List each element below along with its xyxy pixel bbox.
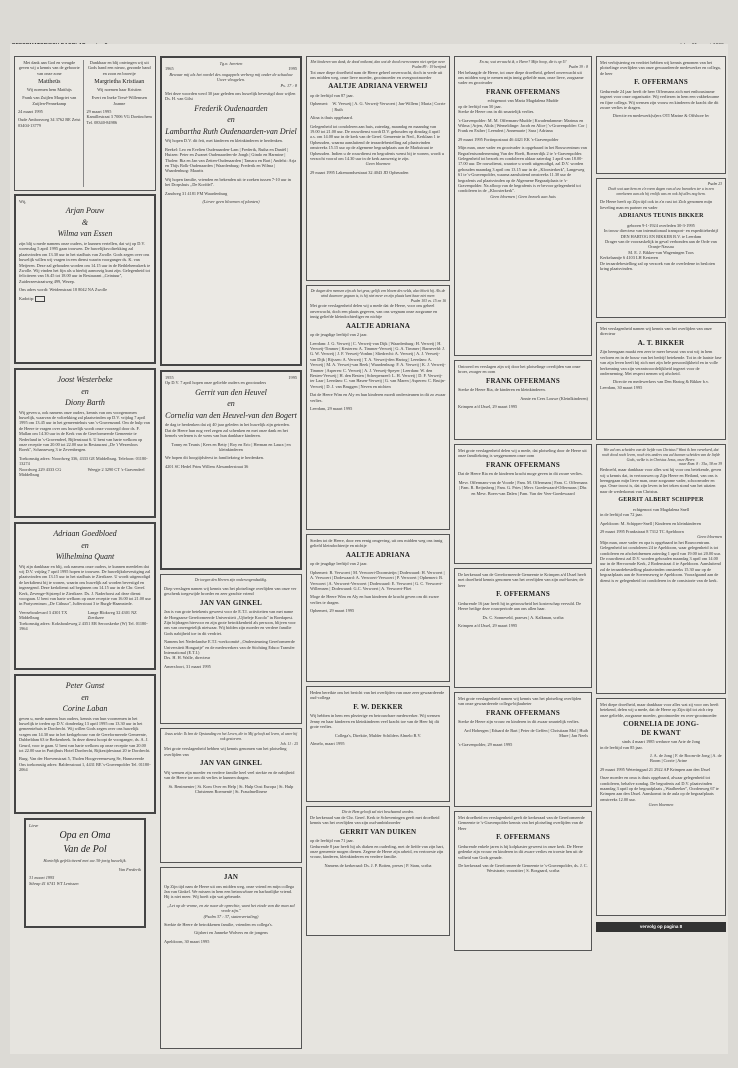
off3-fam: Mevr. Offermans-van de Voorde | Fam. M. Offermans | Fam. C. Offermans | Fam. R. Reijnsberg | Fam. G. Pries | Mevr. Goedewaard-Offermans | Dhr. en Mevr. Boers-van Dalen | Fam. Van der Veer-Goedewaard [458,479,588,496]
duiken-name: GERRIT VAN DUIKEN [339,827,417,836]
obituary-ginkel-eti [160,574,302,724]
dejong-body2: Onze moeder en oma is thuis opgebaard, alwaar gelegenheid tot condoleren, behalve zondag. De begrafenis zal D.V. plaatsvinden maandag 3 april op de begraafplaats ,,Waalbeeker'', Oordenweg 67 te Krimpen aan den IJssel. Aanskomst in de aula op de begraafplaats omstreeks 12.00 uur. [600,775,719,802]
schipper-fam: Apeldoorn: M. Schipper-Snell | Kinderen en kleinkinderen [600,520,701,526]
bikker1-ref: Psalm 23 [707,182,722,186]
birth-right-name: Margrietha Kristiaan [94,79,145,86]
wedding-ad-pouw [14,194,156,364]
bikker2-name: A. T. BIKKER [637,338,685,347]
aaltje1-ref: Psalm 103 vs. 15 en 16 [410,298,446,303]
wedding-westerbeke-body: Wij geven u, ook namens onze ouders, kennis van ons voorgenomen huwelijk, waarvan de voltrekking zal plaatsvinden op D.V. vrijdag 7 april 1995 om 13.45 uur in het gemeentehuis van 's-Gravenzand. Om de hulp van de Heere te vragen over ons huwelijk wordt onze voorzegd door ds. F. Mallan om 14.30 uur in de Kerk van de Gereformeerde Gemeente te Nederland in 's-Gravendeel, Bijlenstraat 6. U bent van harte welkom op onze receptie van 20.00 tot 22.00 uur in Restaurant ,,De 't Wezenloos Boerk'', Schanseweg 3 te Zevenbergen. [19,409,150,453]
birth-right-intro: Dankbaar en blij ontvingen wij uit Gods hand een nieuw, gezonde band en zoon en broertje [87,60,151,76]
schipper-name: GERRIT ALBERT SCHIPPER [618,497,704,504]
column-1 [14,56,156,1050]
ginkel2-ref: Joh. 11 : 25 [280,741,298,746]
envelope-icon [35,296,45,302]
aaltje2-fam: Ophemert: B. Verwoert | M. Verwoert-Doornsteijn | Dodewaard: H. Verwoert | A. Verwoert | Dodewaard: A. Verwoert-Verwoert | P. Verwoert | Ophemert: B. Verwoert | A. Verwoert-Verwoert | Dodewaard: E. Verwoert | G. C. Verwoert-Willemsen | Dodewaard: G.C. Verwoert | A. Verwoert-Fliet [310,569,445,591]
off6-name: F. OFFERMANS [496,833,550,842]
wedding-pouw-name1: Arjan Pouw [65,206,105,216]
oud-en: en [227,115,235,125]
off1-body3: Mijn man, onze vader en grootvader is opgebaard in het Rouwcentrum van Begrafenisonderneming Van der Hoeft, Boezerdijk 2 te 's-Gravenpolder. Gelegenheid tot bezoek en condoleren aldaar zaterdag 1 april van 18.00-17.00 uur. De rouwdienst, waartoe u wordt uitgenodigd, zal D.V. worden gehouden maandag 3 april om 13.15 uur in de ,,Kloosterkerk'', Langeweg 61 te 's-Gravenpolder, waarna aansluitend omstreeks 11.30 uur de begrafenis zal plaatsvinden op de Algemene Begraafplaats te 's-Gravenpolder. Na afloop van de begrafenis is er bevoor gelegenheid tot condoleren in de ,,Kloosterkerk''. [458,145,587,194]
ginkel2-body: Met grote verslagenheid hebben wij kennis genomen van het plotseling overlijden van [164,746,287,757]
bikker1-verse: Doch wat aan hem en z'n roem dagen van al uw bezoeken ter u in een onrekenen aan als hij vrolijk was en ook bij alles nog hem. [608,186,714,196]
ginkel1-top: De toegen den Heeren zijn onderwogendzaldig. [194,578,268,582]
off1-addr: 29 maart 1995 Fortinpostraat 46 4421 EK 's-Gravenpolder [458,136,559,142]
oud-address: Zandweg 31 4181 FM Waardenburg [165,190,228,196]
dekker-place: Almelo, maart 1995 [310,740,345,746]
verweij1-verse: Met kinderen van dank, de dood ontkomt, dan wat de dood overwonnen niet oprijze neer. [310,60,446,64]
oud-reception: Wij hopen familie, vrienden en bekenden uit te zoeken tussen 7-10 uur in het Dorpshuis ,,De Korfdel''. [165,176,291,188]
bikker1-dates: geboren 9-1-1924 overleden 30-3-1995 [627,222,695,228]
heuvel-kids: Tonny en Teunis | Kees en Betty | Roy en Eric | Herman en Laura | en kleinkinderen [171,441,291,452]
wedding-westerbeke-addr1: Toekomstig adres: Noordweg 336, 4333 GE Middelburg. Telefoon: 01180-13274 [19,455,148,467]
dejong-addr: 29 maart 1995 Weteringpad 21 2922 AP Krimpen aan den IJssel [600,766,711,772]
dejong-name1: CORNELIA DE JONG- [623,720,699,729]
bikker1-body4: De teraardebestelling zal op verzoek van de overledene in besloten kring plaatsvinden. [600,260,715,271]
obituary-schipper [596,444,726,694]
aaltje1-fam: Leerdam: J. G. Verweij | C. Verweij-van Dijk | Waardenburg: H. Verweij | H. Verweij-Timmer | Kesteren: A. Timmer-Verweij | G. A. Timmer | Barneveld: J. G. W. Verweij | J. F. Verweij-Vonhm | Sliedrecht: A. Verweij | A. J. Verweij-van Dijk | Rijssen: A. Verweij | T. A. Verweij-den Hartog | Leerdam: A. Verweij | M. A. Verweij-van Beek | Waardenburg: F. A. Verweij | K. J. Verweij-Timmer | Asperen: C. Verweij | A. J. Verweij-Speyer | Leerdam: W. den Besten-Verweij | H. den Besten | Scherpenzeel: L. H. Verweij | D. F. Verweij-ter Laar | Leerdam: C. van Hasen-Verweij | G. van Maren | Asperen: C. Bruijn-Verweij | D. J. van Bruggen | Neven en nichten [310,340,446,389]
heuvel-name1: Gerrit van den Heuvel [195,387,267,397]
oti-body2: Gedurende 24 jaar heeft de heer Offermans zich met enthousiasme ingezet voor onze organisatie. Wij verliezen in hem een vakbekwame en fijne collega. Wij wensen zijn vrouw en kinderen de kracht die dit zware verlies te dragen. [600,88,720,110]
obituary-offermans-family [454,56,592,356]
oud-verse: Bewaar mij als het oordel des oogappels verberg mij onder de schaduw Uwer vleugelen. [169,71,293,83]
dejong-name2: DE KWANT [641,728,681,737]
off2-sig: Annie en Cees Louwe (Kleinlkinderen) [520,395,588,401]
aaltje1-age: op de jeugdige leeftijd van 2 jaar. [310,332,368,338]
dekker-body: Heden bereikte ons het bericht van het overlijden van onze zeer gewaardeerde oud-collega [310,690,445,701]
bikker2-body2: Zijn heengaan maakt een zeer te meer bewust van wat wij in hem verloren en in de bouw van het bedrijf betekende. Tot in de laatste fase van zijn leven heeft hij zich met zijn hele persoonlijkheid en in volle herkenning van zijn verantwoordelijkheid ingezet voor de onderneming. Met respect nemen wij afscheid. [600,349,722,376]
birth-right-date: 29 maart 1995 [86,108,112,114]
oti-name: F. OFFERMANS [634,78,688,87]
heuvel-en: en [227,399,235,409]
birth-left-parents: Frank van Zuijlen Margriet van Zuijlen-Pennekamp [22,95,77,106]
dejong-note: Geen bloemen [648,802,674,808]
birth-right-sub: Wij noemen haar Kristien [97,86,142,92]
off6-body: Met droefheid en verslagenheid geeft de kerkeraad van de Gereformeerde Gemeente te 's-Gravenpolder kennis van het plotseling overlijden van de Heer [458,815,585,831]
wedding-gunst-addr2: Ons toekomstig adres: Baldersstraat 1, 4431 BE 's-Gravenpolder Tel. 01180-2064 [19,761,151,773]
schipper-verse: Wie zal ons scheiden van de liefde van Christus? Want ik ben verzekerd, dat noch dood noch leven, noch iets anders ons zal kunnen scheiden van de liefde Gods, welke is in Christus Jezus, onze Heere. [601,448,721,462]
bikker1-body3: Drager van de voorzaskelijk in geval verbonden aan de Orde van Oranje-Nassau [605,238,717,250]
wedding-pouw-intro: Wij, [19,199,27,204]
wedding-pouw-body: zijn blij u mede namens onze ouders, te kunnen vertellen, dat wij op D.V. woensdag 5 april 1995 gaan trouwen. De huwelijksvoltrekking zal plaatsvinden om 13.30 uur in het stadhuis van Zwolle. Gods zegen over ons huwelijk willen wij vragen in een dienst waarin voorganger ds. K. van Meijeren. Deze zal gehouden worden om 14.15 uur in de Bethlehemskerk te Zwolle. Wij vinden het fijn als u hierbij aanwezig kunt zijn. Gelegenheid tot feliciteren van 16.45 tot 18.00 uur in Restaurant ,,Ceintuur'', Zuiderzeestraatweg 499, Wezep. [19,240,151,284]
ginkel1-sig2: Drs. H. H. Walle, directeur [164,655,211,661]
obituary-ginkel-stichtingen [160,728,302,863]
schipper-age: in de leeftijd van 72 jaar. [600,512,643,518]
column-5 [596,56,726,1050]
verweij1-note: Geen bloemen [365,161,391,167]
ginkel3-name: JAN [223,873,239,881]
obituary-offermans-familiekring [454,444,592,564]
duiken-top: Die in Hem gelooft zal niet beschaamd worden. [341,810,415,814]
verweij1-place: Ophemert: [310,101,329,107]
obituary-dejong [596,698,726,916]
oud-intro: Met deze woorden werd 30 jaar geleden ons huwelijk bevestigd door wijlen Ds. H. van Gilst [165,91,296,102]
wedding-gunst-body: geven u, mede namens hun ouders, kennis van hun voornemen in het huwelijk te treden op D.V. donderdag 13 april 1995 om 13.30 uur in het gemeentehuis te Dordrecht. Wij willen Gods zegen over ons huwelijk vragen om 14.30 uur in het kerkgebouw van de Gereformeerde Gemeente, Dubbeldam 63 te Berkenbeek. In deze dienst hoopt de voorganger, ds. A. J. Geurd, voor te gaan. U bent van harte welkom op onze receptie van 20.00 tot 22.00 uur in Partijhuis Hotel Dordrecht, Rijkezijdestraat 20 te Dordrecht. [19,715,151,753]
oud-year2: 1995 [288,66,297,72]
ginkel3-body: Op Zijn tijd nam de Heere uit ons midden weg, onze vriend en mijn collega Jan van Ginkel. We missen in hem een betrouwbare en harhartlijke vriend. Hij is niet meer. Wij hoeft zijn wat gebeurde. [164,883,294,900]
obituary-offermans-kerkeraad-krimpen [454,568,592,688]
off5-place: 's-Gravenpolder, 29 maart 1995 [458,741,513,747]
wedding-pouw-and: & [81,217,89,227]
off2-place: Krimpen a/d IJssel, 29 maart 1995 [458,404,518,410]
verweij1-body2: Gelegenheid tot condoleren aan huis, zaterdag, maandag en maandag van 19.00 tot 21.00 uur. De rouwdienst wordt D.V. gehouden op dinsdag 4 april a.s. om 14.00 uur in de kerk van de Geref. Gemeente in Ned., Kerklaan 1 te Opheusden, waarna aansluitend de teraardebestelling zal plaatsvinden omstreeks 15.15 uur op de algemene begraafplaats aan de Markstraat te Opheusden. Indien u de rouwdienst en begrafenis wenst bij te wonen, wordt u verzocht vooraf om 14.30 uur in de kerk aanwezig te zijn. [310,123,444,161]
wedding-goedbloed-and: en [81,540,89,550]
dejong-spouse: sinds 4 maart 1985 weduwe van Arie de Jong [621,739,701,745]
off1-body2: Sterke de Heere ons in dit smartelijk verlies. [458,109,535,115]
off1-verse: En nu, wat verwacht ik, o Heere? Mijn hoop, die is op U! [479,60,567,64]
verweij1-body: Tot onze diepe droefheid nam de Heere geheel onverwacht, doch in vrede uit ons midden weg, onze lieve moeder, grootmoeder en overgrootmoeder [310,69,443,80]
wedding-ad-westerbeke [14,368,156,518]
ginkel2-sig: St. Benimenter | St. Kom Over en Help | St. Hulp Oost Europa | St. Hulp Christenen Roemenië | St. Fraudmellinese [168,783,294,794]
wedding-goedbloed-addr3: Toekomstig adres: Koksbouleweg 2 4351 ER Serooskerke (W) Tel. 01180-1964 [19,620,148,631]
birth-left-date: 24 maart 1995 [18,108,43,114]
anniversary-vandenheuvel [160,370,302,570]
oud-ref: Ps. 17 : 8 [280,82,297,88]
verweij1-addr: 29 maart 1995 Lakemondsestraat 32 4043 JD Opheusden [310,169,409,175]
obituary-dekker [306,686,450,802]
off1-fam: 's-Gravenpolder: M. M. Offermans-Mudde | Kwadendamme: Marinus en Wilma | Arjen, Alida | Wemeldinge: Jacob en Alice | 's-Gravenpolder: Cor | Frank en Esther | Leendert | Annemarie | Sara | Adriana [458,117,587,134]
off1-age: op de leeftijd van 50 jaar. [458,103,502,109]
dekker-body2: Wij hebben in hem een plezierige en betrouwbare medewerker. Wij wensen Jenny en haar kinderen en kleinkinderen veel kracht toe van de Heer bij dit grote verlies. [310,713,440,730]
off2-name: FRANK OFFERMANS [486,376,560,385]
birth-left-address: Oude Amborsweg 34 3762 BE Zeist 03404-13779 [18,117,81,128]
wedding-westerbeke-name1: Joost Westerbeke [57,375,113,384]
duiken-body: De kerkeraad van de Chr. Geref. Kerk te Scheveningen geeft met droefheid kennis van het overlijden van zijn oud-ambtsbroeder [310,814,440,826]
off5-body: Met grote verslagenheid namen wij kennis van het plotseling overlijden van onze gewaardeerde collega-bijlaubeter [458,696,582,707]
kado-label: Kadotip: [19,295,35,301]
anniv-pol-name1: Opa en Oma [59,830,111,842]
aaltje2-name: AALTJE ADRIANA [345,550,411,559]
bikker1-name: ADRIANUS TEUNIS BIKKER [618,213,704,220]
off4-sig: Ds. C. Sonneveld, praeses | A. Kalkman, scriba [482,614,564,620]
oud-tag: Tg.n. heerten [219,61,243,66]
bikker2-body: Met verslagenheid namen wij kennis van het overlijden van onze directeur [600,326,712,337]
off3-body2: Dat de Heere Ria en de kinderen kracht moge geven in dit zware verlies. [458,471,583,477]
bikker1-body2: In trouw directeur van internationaal transport- en expeditiebedrijf DEN HARTOG EN BIKKER B.V. te Leerdam [603,228,719,239]
ginkel1-place: Amersfoort, 31 maart 1995 [164,663,211,669]
column-2 [160,56,302,1050]
anniv-pol-date: 31 maart 1995 [29,875,55,881]
wedding-westerbeke-name2: Diony Barth [65,398,105,407]
off5-body2: Sterke de Heere zijn vrouw en kinderen in dit zwaar smartelijk verlies. [458,719,580,725]
heuvel-body: de dag te herdenken dat zij 40 jaar geleden in het huwelijk zijn getreden. Dat de Heere hun nog veel zegen zal schenken en met onze dank en het hemels verlenen is de wens van hun dankbare kinderen. [165,422,290,439]
wedding-westerbeke-addr3: Weegje 2 3290 CT 's-Gravendeel [87,466,145,472]
ginkel1-name: JAN VAN GINKEL [199,598,263,607]
bikker1-addr: Kerkelaantje 6 4103 LH Kesteren [600,255,658,261]
off5-name: FRANK OFFERMANS [486,708,560,717]
oud-name1: Frederik Oudenaarden [194,103,268,113]
wedding-gunst-addr1: Burg. Van der Hoevenstraat 5, Tholen Hoogeveenseweg 8e, Hamsveerde [19,756,145,762]
anniversary-vandepol [24,818,146,928]
anniv-pol-sign: Van Frederik [118,866,141,872]
off2-body: Ontroerd en verslagen zijn wij door het plotselinge overlijden van onze broer, zwager en oom [458,364,581,375]
anniversary-oudenaarden [160,56,302,366]
aaltje2-place: Ophemert, 29 maart 1995 [310,608,355,614]
wedding-goedbloed-name1: Adriaan Goedbloed [53,529,117,538]
off4-place: Krimpen a/d IJssel, 29 maart 1995 [458,622,518,628]
schipper-addr: 29 maart 1995 Frankstraat 8 7312 TC Apeldoorn [600,528,684,534]
bikker2-sig: Directie en medewerkers van Den Hartog & Bikker b.v. [613,379,709,385]
ginkel2-body2: Wij wensen zijn moeder en verdere familie heel veel sterkte en de nabijheid van de Heere toe om dit verlies te kunnen dragen. [164,769,295,781]
ginkel1-body1: Diep verslagen namen wij kennis van het plotselinge overlijden van onze ver geschenk toegewijde broeder en zeer geachte vriend [164,585,297,597]
obituary-aaltje-grandparents [306,285,450,530]
anniv-pol-name2: Van de Pol [63,844,107,856]
obituary-ginkel-jan [160,867,302,1049]
birth-left-sub: Wij noemen hem Matthijs [26,86,72,92]
bikker1-body: De Heere heeft op Zijn tijd ook in z'n rust tot Zich genomen mijn lieveling man en partner en vader [600,199,713,210]
ginkel3-ref: (Psalm 37 : 37, statenvertaling) [203,913,259,919]
heuvel-rec: We hopen dit hoogtijdsfeest in familiekring te herdenken. [165,455,264,461]
off1-spouse: echtgenoot van Maria Magdalena Mudde [487,98,559,104]
oti-body: Met verbijstering en verdriet hebben wij kennis genomen van het plotselinge overlijden van onze gewaardeerde medewerker en collega, de heer [600,60,721,76]
birth-ad-left [18,60,84,187]
obituary-offermans-collegas [454,692,592,807]
schipper-ref: naar Rom. 8 : 35a, 38 en 39 [679,462,722,467]
heuvel-year1: 1955 [165,375,174,380]
continued-banner[interactable]: vervolg op pagina 8 [596,922,726,932]
ginkel3-place: Apeldoorn, 30 maart 1995 [164,938,210,944]
birth-right-parents: Evert en Ineke Tresé-Willemsen Joanne [91,95,147,106]
birth-right-address: Kamillestraat 3 7006 VG Doetinchem Tel. 08340-84986 [86,114,152,125]
anniv-pol-head: Lieve [29,823,39,828]
wedding-goedbloed-addr2: Lange Blokweg 32 4301 NZ Zierikzee [87,609,137,621]
ginkel3-sig: Gijsbert en Janneke Wolvers en de jongens [194,930,268,936]
obituary-offermans-louwe [454,360,592,440]
heuvel-intro: Op D.V. 7 april hopen onze geliefde ouders en grootouders [165,380,267,386]
wedding-pouw-address: Ons adres wordt: Weidenstraat 18 8042 NA Zwolle [19,287,108,293]
verweij1-ref: Psalm 89 : 19 berijmd [412,64,446,69]
ginkel1-sig: Namens het Nederlandse E.T.I.-werkcomité ,,Ondersteuning Gereformeerde Universiteit Hongarije'' en de medewerkers van de Stichting Educo Transfer International (E.T.I.) [164,639,295,655]
aaltje1-place: Leerdam, 29 maart 1995 [310,405,353,411]
off4-body2: Gedurende 16 jaar heeft hij in getrouwheid het kosterschap vervuld. De Heere heilige deze rouwperiode aan ons allen haar. [458,600,582,612]
wedding-westerbeke-addr2: Noordweg 229 4333 CG Middelburg [19,466,62,477]
anniv-pol-body: Hartelijk gefeliciteerd met uw 30-jarig huwelijk. [43,858,127,864]
off3-name: FRANK OFFERMANS [486,460,560,469]
wedding-pouw-name2: Wilma van Essen [57,229,113,239]
verweij1-name: AALTJE ADRIANA VERWEIJ [328,82,428,91]
heuvel-address: 4201 SC Hedel Prins Willem Alexanderstraat 36 [165,463,249,469]
off1-name: FRANK OFFERMANS [486,87,560,96]
ginkel1-body2: Jan is van grote betekenis geweest voor de E.T.I. activiteiten van met name de Hongaarse Gereformeerde Universiteit ,,Ujbeleje Korolo'' in Boedapest. Zijn bijdragen hiervoor en zijn grote betrokkenheid als persoon, blijven voor ons van onvergetelijk nietwaar. Wij bidden zijn moeder en verdere familie Gods nabijheid toe in dit verdriet. [164,609,296,636]
aaltje1-end: Dat de Heere Wim en Aly en hun kinderen moedi ondersteunen in dit zo zwaar verlies. [310,392,446,403]
off5-sig: Ard Hobergen | Eduard de Bart | Peter de Geffen | Christiaan Mol | Huib Mure | Jan Neels [463,727,588,739]
birth-left-intro: Met dank aan God en vreugde geven wij u kennis van de geboorte van onze zone [18,60,80,76]
verweij1-bars: Alina is thuis opgebaard. [310,115,353,121]
oud-year1: 1965 [165,66,174,72]
aaltje1-body: Met grote verslagenheid delen wij u mede dat de Heere, voor ons geheel onverwacht, doch een plaats gegeven, van ons wegnam onze zorgzame en innig geliefde kleindochterliger en nichtje [310,303,438,320]
obituary-bikker-company [596,322,726,440]
schipper-note: Geen bloemen [697,534,722,540]
wedding-goedbloed-body: Wij zijn dankbaar en blij, ook namens onze ouders, te kunnen meedelen dat wij D.V. vrijdag 7 april 1995 hopen te trouwen. De huwelijksbevestiging zal plaatsvinden om 13.15 uur in het stadhuis te Zierikzee. U wordt uitgenodigd de kerkdienst bij te wonen, waarin ons huwelijk zal worden bevestigd en ingezegend. Deze kerkdienst zal beginnen om 14.15 uur in de Chr. Geref. Kerk, Zevenge-Sijsteepl te Zierikzee. Ds. J. Naderhorst zal deze dienst voorgaan. U bent van harte welkom op onze receptie van 16.00 tot 21.00 uur in Partycentrum ,,De Cithuur'', Jufferstraat 3 te Burgh-Haamstede. [19,563,151,607]
aaltje2-top: Steden tot de Heere, door een eenig omgeving, uit ons midden weg ons innig geliefd kleindochtertje en nichtje [310,538,443,549]
verweij1-family [310,101,446,112]
off3-body: Met grote verslagenheid delen wij u mede, dat plotseling door de Heere uit onze familiekring is weggenomen onze oom [458,448,587,459]
column-3 [306,56,450,1050]
dekker-sig: Collega's, Direktie, Mulder Schilders Almelo B.V. [334,732,422,738]
schipper-spouse: echtgenoot van Magdalena Snell [632,506,690,512]
oud-name2: Lambartha Ruth Oudenaarden-van Driel [165,126,297,136]
duiken-age: op de leeftijd van 71 jaar. [310,838,354,844]
wedding-ad-goedbloed [14,522,156,670]
wedding-goedbloed-name2: Wilhelmina Quant [55,552,115,561]
oud-kids: Beekel: Leo en Evelien Oudenaarden-Lam | Frederik, Rutha en Daniël | Huizen: Peter en Zwanet Oudenaarden-de Jongh | Gindo en Harmine | Tholen: Bia en Jan van Zetten-Oudenaarden | Tamara en Bart | Andelst: Arja en Thijs Bolk-Oudenaarden | Waardenburg: Frederik en Wilma | Waardenburg: Maarits [165,146,297,174]
wedding-gunst-name2: Corine Laban [62,704,108,713]
ginkel2-name: JAN VAN GINKEL [199,759,263,768]
birth-announcements [14,56,156,191]
heuvel-name2: Cornelia van den Heuvel-van den Bogert [165,410,297,420]
dejong-body: Met diepe droefheid, maar dankbaar voor alles wat zij voor ons heeft betekend, delen wij u mede, dat de Heere op Zijn tijd tot zich riep onze geliefde, zorgzame moeder, grootmoeder en over-grootmoeder [600,702,719,718]
bikker1-sig: M. E. J. Bikker-van Wageningen Toos [628,249,694,255]
aaltje2-age: op de jeugdige leeftijd van 2 jaar. [310,561,368,567]
column-4 [454,56,592,1050]
ginkel2-top: Jezus zeide: Ik ben de Opstanding en het Leven, die in Mij gelooft zal leven, al ware hij ook gestorven. [164,732,298,741]
off4-body: De kerkeraad van de Gereformeerde Gemeente te Krimpen a/d IJssel heeft met droefheid kennis genomen van het overlijden van zijn oud-koster, de heer [458,572,587,588]
aaltje2-end: Moge de Heere Wim en Aly en hun kinderen de kracht geven om dit zware verlies te dragen. [310,594,439,605]
duiken-sig: Namens de kerkeraad: Ds. J. P. Boiten, preses | P. Stam, scriba [324,862,432,868]
oti-sig: Directie en medewerk(st)ers OTI Marine & Offshore bv [612,113,710,119]
verweij1-age: op de leeftijd van 87 jaar. [310,92,354,98]
wedding-goedbloed-addr1: Veerseboulevard 3 4301 TX Middelburg [19,609,68,621]
ginkel3-body2: Sterkte de Heere de betrokkenen familie, vrienden en collega's. [164,921,273,927]
aaltje1-top: De dagen den mensen zijn als het gras; gelijk een bloem des velds, alzo bloeit hij. Als de wind daarover gegaan is, is hij niet meer en zijn plaats kent haar niet meer. [310,289,446,298]
off1-body: Het behaagde de Heere, tot onze diepe droefheid, geheel onverwacht uit ons midden weg te nemen mijn innig geliefde man, onze lieve, zorgzame vader en grootvader [458,69,584,86]
aaltje1-name: AALTJE ADRIANA [345,321,411,330]
ginkel3-verse: ,,Let op de vrome, en zie naar de oprechte, want het einde van die man zal vrede zijn.'' [167,902,295,914]
obituary-bikker-family [596,178,726,318]
off6-sig: De kerkeraad van de Gereformeerde Gemeente te 's-Gravenpolder, ds. J. C. Weststrate, voorzitter | S. Bosgaard, scriba [458,862,588,874]
dekker-name: F. W. DEKKER [353,702,403,711]
off1-note: Geen bloemen | Geen bezoek aan huis [490,193,556,199]
off4-name: F. OFFERMANS [496,590,550,599]
wedding-gunst-name1: Peter Gunst [65,681,105,690]
verweij1-fam: W. Verweij | A. G. Verweij-Verwoert | Jan-Willem | Maria | Corrie | Ruth [332,101,446,112]
oud-body: Wij hopen D.V. dit feit, met kinderen en kleinkinderen te herdenken. [165,138,283,144]
wedding-westerbeke-and: en [81,386,89,396]
obituary-vanduiken [306,806,450,936]
heuvel-year2: 1995 [288,375,297,380]
bikker2-place: Leerdam, 30 maart 1995 [600,384,643,390]
wedding-ad-gunst [14,674,156,814]
wedding-gunst-and: en [81,692,89,702]
oud-note: (Liever geen bloemen of planten) [202,199,260,204]
dejong-fam: J. A. de Jong | F. de Boom-de Jong | A. de Boom | Corrie | Arine [650,753,722,764]
schipper-body: Bedroefd, maar dankbaar voor alles wat hij voor ons betekende, geven wij u kennis dat, in vertrouwen op Zijn Heere en Heiland, van ons is heengegaan mijn lieve man, onze zorgzame vader, schoonvader en opa. Onze troost is, dat zijn leven in het teken stond van het uitzien naar de wederkomst van Christus. [600,467,722,494]
off2-body2: Sterke de Heere Ria, de kinderen en kleinkinderen. [458,387,546,393]
obituary-verweij-grandmother [306,56,450,281]
anniv-pol-addr: Sihrap 41 6741 WT Lenissen [29,880,79,886]
dejong-age: in de leeftijd van 85 jaar. [600,744,643,750]
duiken-body2: Gedurende 8 jaar heeft hij als diaken en ouderling, met de liefde van zijn hart, onze gemeente mogen dienen. Zegene de Heere zijn arbeid, en vertroeste zijn vrouw, kinderen, kleinkinderen en verdere familie. [310,843,445,860]
birth-left-name: Mattheüs [38,79,61,86]
off6-body2: Gedurende enkele jaren is hij kolpkaster geweest in onze kerk. De Heere gedenke zijn vrouw en kinderen in dit zware verlies en troeste hen uit de volheid van Gods genade. [458,843,584,860]
kado-tip [19,296,151,302]
schipper-body2: Mijn man, onze vader en opa is opgebaard in het Rouwcentrum. Gelegenheid tot condoleren 24 te Apeldoorn, waar gelegenheid is tot condoleren en afscheidnemen zaterdag 1 april van 19.00 tot 20.00 uur. De rouwdienst zal D.V. worden gehouden maandag 3 april om 14.00 uur in de Hervormde Kerk, 2 Rodenstraat 4 te Apeldoorn. Aansluitend zal de teraardebestelling plaatsvinden omstreeks 15.30 uur op de begraafplaats aan de Soerenseweg te Apeldoorn. Voorafgaand aan de dienst is er gelegenheid tot condoleren in de consistorie van de kerk. [600,539,721,583]
obituary-offermans-oti [596,56,726,174]
off1-ref: Psalm 39 : 8 [568,64,588,69]
obituary-aaltje-verwoert [306,534,450,682]
obituary-offermans-kerkeraad-gravenpolder [454,811,592,951]
birth-ad-right [87,60,152,187]
